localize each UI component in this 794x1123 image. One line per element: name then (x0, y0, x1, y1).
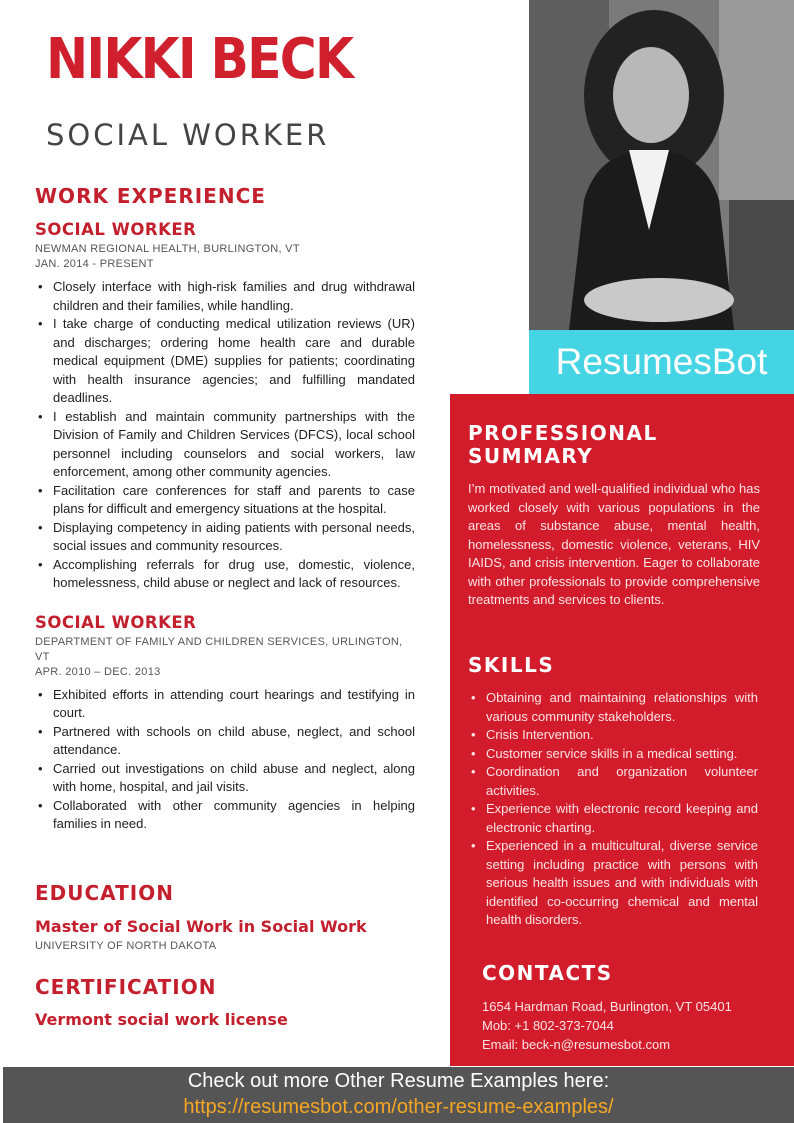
candidate-role: SOCIAL WORKER (46, 118, 330, 152)
right-panel (450, 394, 794, 1066)
job-entry (35, 613, 415, 834)
education-school: UNIVERSITY OF NORTH DAKOTA (35, 940, 217, 952)
work-experience-section (35, 184, 415, 834)
profile-photo (529, 0, 794, 330)
education-title: EDUCATION (35, 881, 174, 905)
footer-text: Check out more Other Resume Examples here: (187, 1070, 610, 1092)
list-item: • Facilitation care conferences for staff and parents to case plans for difficult and emergency situations at the hospital. (35, 482, 415, 519)
job-title: SOCIAL WORKER (35, 220, 197, 239)
list-item: • Obtaining and maintaining relationships with various community stakeholders. (468, 689, 758, 726)
job-bullets (35, 686, 415, 834)
skills-title: SKILLS (468, 653, 555, 677)
contacts-section (482, 962, 782, 1054)
summary-title (468, 422, 760, 468)
footer-banner (3, 1067, 794, 1123)
summary-title-line: PROFESSIONAL (468, 421, 658, 445)
list-item: • I establish and maintain community partnerships with the Division of Family and Children Services (DFCS), local school personnel including counselors and social workers, law enforcement, among other community agencies. (35, 408, 415, 482)
certification-item: Vermont social work license (35, 1010, 288, 1029)
list-item: • Coordination and organization volunteer activities. (468, 763, 758, 800)
list-item: • I take charge of conducting medical utilization reviews (UR) and discharges; ordering home health care and durable medical equipment (DME) supplies for patients; coordinating with health insurance agencies; and fulfilling mandated deadlines. (35, 315, 415, 408)
job-title: SOCIAL WORKER (35, 612, 197, 632)
summary-title-line: SUMMARY (468, 444, 594, 468)
list-item: • Exhibited efforts in attending court hearings and testifying in court. (35, 686, 415, 723)
list-item: • Experience with electronic record keeping and electronic charting. (468, 800, 758, 837)
job-bullets (35, 278, 415, 593)
skills-section (468, 654, 758, 930)
contact-mobile: Mob: +1 802-373-7044 (482, 1018, 614, 1033)
list-item: • Partnered with schools on child abuse, neglect, and school attendance. (35, 723, 415, 760)
list-item: • Accomplishing referrals for drug use, domestic, violence, homelessness, child abuse or neglect and lack of resources. (35, 556, 415, 593)
brand-logo: ResumesBot (529, 330, 794, 394)
job-employer: DEPARTMENT OF FAMILY AND CHILDREN SERVICES, URLINGTON, VT (35, 635, 403, 663)
certification-section (35, 975, 435, 1030)
certification-title: CERTIFICATION (35, 975, 217, 999)
job-dates: JAN. 2014 - PRESENT (35, 258, 154, 270)
footer-link[interactable]: https://resumesbot.com/other-resume-examples/ (183, 1096, 614, 1118)
education-degree: Master of Social Work in Social Work (35, 917, 367, 936)
list-item: • Crisis Intervention. (468, 726, 758, 745)
job-employer: NEWMAN REGIONAL HEALTH, BURLINGTON, VT (35, 243, 300, 255)
list-item: • Customer service skills in a medical setting. (468, 745, 758, 764)
education-section (35, 881, 435, 954)
summary-section (468, 422, 760, 610)
candidate-name: NIKKI BECK (46, 27, 353, 92)
summary-text: I’m motivated and well-qualified individual who has worked closely with various populations in the areas of substance abuse, mental health, homelessness, domestic violence, veterans, HIV IAIDS, and crisis intervention. Eager to collaborate with other professionals to provide comprehensive treatments and services to clients. (468, 481, 760, 607)
list-item: • Carried out investigations on child abuse and neglect, along with home, hospital, and jail visits. (35, 760, 415, 797)
job-dates: APR. 2010 – DEC. 2013 (35, 665, 161, 678)
job-entry (35, 220, 415, 593)
list-item: • Experienced in a multicultural, diverse service setting including practice with persons with serious health issues and with individuals with identified co-occurring chemical and mental health disorders. (468, 837, 758, 930)
skills-list (468, 689, 758, 930)
list-item: • Displaying competency in aiding patients with personal needs, social issues and community resources. (35, 519, 415, 556)
work-experience-title: WORK EXPERIENCE (35, 184, 266, 208)
contact-address: 1654 Hardman Road, Burlington, VT 05401 (482, 999, 732, 1014)
list-item: • Closely interface with high-risk families and drug withdrawal children and their families, while handling. (35, 278, 415, 315)
list-item: • Collaborated with other community agencies in helping families in need. (35, 797, 415, 834)
contacts-title: CONTACTS (482, 961, 613, 985)
person-photo-icon (529, 0, 794, 330)
contact-email: Email: beck-n@resumesbot.com (482, 1037, 671, 1052)
